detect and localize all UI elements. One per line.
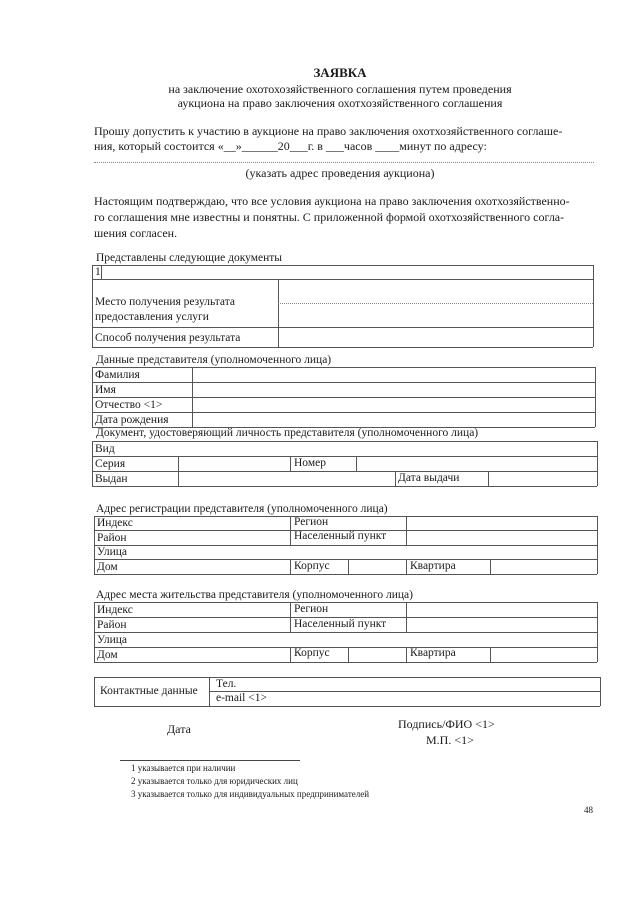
reg-building-label: Корпус (294, 560, 330, 572)
method-label: Способ получения результата (95, 332, 241, 344)
footnote-2: 2 указывается только для юридических лиц (131, 776, 298, 786)
res-district-label: Район (97, 619, 127, 631)
request-line-2: ния, который состоится «__»______20___г. в ___часов ____минут по адресу: (94, 139, 487, 153)
footnote-separator (120, 760, 300, 761)
reg-locality-label: Населенный пункт (294, 530, 387, 542)
confirmation-line-2: го соглашения мне известны и понятны. С приложенной формой охотхозяйственного согла- (94, 210, 565, 224)
res-region-label: Регион (294, 603, 329, 615)
stamp-label: М.П. <1> (426, 733, 474, 747)
doc-number-label: Номер (294, 457, 326, 469)
doc-series-label: Серия (95, 458, 126, 470)
reg-region-label: Регион (294, 516, 329, 528)
res-apartment-label: Квартира (410, 647, 456, 659)
reg-street-label: Улица (97, 546, 127, 558)
doc-issue-date-label: Дата выдачи (398, 472, 460, 484)
page-number: 48 (584, 805, 593, 815)
document-subtitle-line-1: на заключение охотохозяйственного соглашения путем проведения (168, 82, 512, 96)
footnote-3: 3 указывается только для индивидуальных предпринимателей (131, 789, 370, 799)
document-title: ЗАЯВКА (313, 65, 367, 80)
signature-name-label: Подпись/ФИО <1> (398, 717, 495, 731)
name-label: Имя (95, 384, 116, 396)
res-street-label: Улица (97, 634, 127, 646)
reg-district-label: Район (97, 532, 127, 544)
doc-type-label: Вид (95, 443, 115, 455)
place-label-line-2: предоставления услуги (95, 311, 209, 323)
doc-issued-by-label: Выдан (95, 473, 128, 485)
res-building-label: Корпус (294, 647, 330, 659)
request-line-1: Прошу допустить к участию в аукционе на право заключения охотхозяйственного соглаше- (94, 124, 563, 138)
res-index-label: Индекс (97, 604, 133, 616)
res-house-label: Дом (97, 649, 118, 661)
reg-index-label: Индекс (97, 517, 133, 529)
birth-date-label: Дата рождения (95, 414, 169, 426)
confirmation-line-1: Настоящим подтверждаю, что все условия аукциона на право заключения охотхозяйственно- (94, 194, 570, 208)
documents-row-number: 1 (95, 266, 101, 278)
id-document-heading: Документ, удостоверяющий личность представителя (уполномоченного лица) (96, 427, 479, 439)
residence-address-heading: Адрес места жительства представителя (уполномоченного лица) (96, 589, 413, 601)
place-label-line-1: Место получения результата (95, 296, 235, 308)
patronymic-label: Отчество <1> (95, 399, 163, 411)
contacts-label: Контактные данные (100, 685, 198, 697)
surname-label: Фамилия (95, 369, 140, 381)
representative-heading: Данные представителя (уполномоченного лица) (96, 354, 332, 366)
date-label: Дата (167, 722, 191, 736)
phone-label: Тел. (216, 678, 237, 690)
reg-apartment-label: Квартира (410, 560, 456, 572)
address-fill-line[interactable] (94, 162, 594, 163)
res-locality-label: Населенный пункт (294, 618, 387, 630)
confirmation-line-3: шения согласен. (94, 226, 178, 240)
footnote-1: 1 указывается при наличии (131, 763, 236, 773)
reg-house-label: Дом (97, 561, 118, 573)
email-label: e-mail <1> (216, 692, 267, 704)
document-subtitle-line-2: аукциона на право заключения охотхозяйственного соглашения (177, 96, 503, 110)
address-hint: (указать адрес проведения аукциона) (245, 166, 435, 180)
registration-address-heading: Адрес регистрации представителя (уполномоченного лица) (96, 503, 388, 515)
documents-heading: Представлены следующие документы (96, 252, 282, 264)
